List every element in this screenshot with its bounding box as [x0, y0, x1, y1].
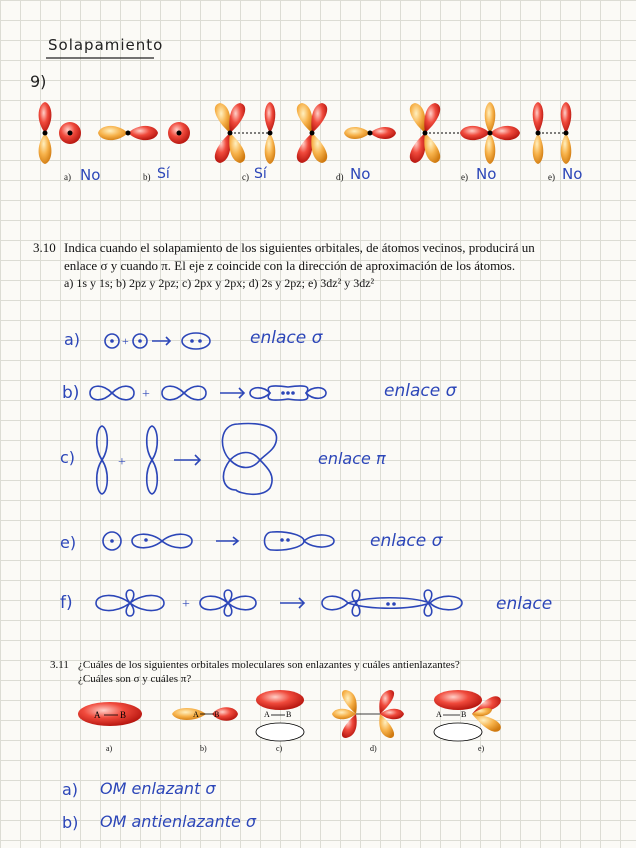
hand-result-f: enlace: [496, 594, 553, 614]
q9-answer-c: Sí: [254, 166, 267, 182]
ex311-label-e: e): [478, 744, 485, 753]
ex311-line1: ¿Cuáles de los siguientes orbitales moleculares son enlazantes y cuáles antienlazantes?: [78, 659, 460, 671]
q9-d-orbitals: [297, 103, 396, 163]
hand-label-b: b): [62, 383, 80, 403]
svg-text:A: A: [193, 710, 199, 719]
q9-c-orbitals: [215, 102, 275, 164]
svg-text:A: A: [436, 710, 442, 719]
q9-answer-a: No: [80, 166, 101, 184]
q9-e-orbitals: [410, 102, 520, 164]
svg-text:+: +: [182, 597, 190, 612]
q9-label-d: d): [336, 172, 344, 182]
hand-label-e: e): [60, 533, 77, 552]
ex311-number: 3.11: [50, 659, 69, 671]
title-underline: [46, 56, 156, 60]
ex311-label-d: d): [370, 744, 377, 753]
mo-c: [256, 690, 304, 741]
ex310-line1: Indica cuando el solapamiento de los siguientes orbitales, de átomos vecinos, producirá un: [64, 240, 535, 255]
svg-text:B: B: [461, 710, 467, 719]
ex311-label-a: a): [106, 744, 113, 753]
ex311-orbital-row: [80, 688, 540, 744]
q9-label-e: e): [461, 172, 468, 182]
q9-answer-f: No: [562, 165, 583, 183]
q9-number: 9): [30, 72, 47, 91]
answer311-label-a: a): [62, 780, 79, 799]
ex310-line2: enlace σ y cuando π. El eje z coincide con la dirección de aproximación de los átomos.: [64, 258, 516, 273]
q9-b-orbitals: [98, 122, 190, 144]
q9-orbital-row: [30, 100, 590, 170]
q9-label-a: a): [64, 172, 71, 182]
hand-f-drawing: [90, 588, 470, 618]
hand-result-c: enlace π: [318, 449, 386, 468]
hand-c-drawing: [90, 420, 290, 500]
mo-d: [332, 690, 404, 738]
hand-label-a: a): [64, 330, 81, 349]
q9-label-b: b): [143, 172, 151, 182]
ex311-line2: ¿Cuáles son σ y cuáles π?: [78, 673, 192, 685]
ex310-number: 3.10: [33, 240, 56, 255]
ex310-line3: a) 1s y 1s; b) 2pz y 2pz; c) 2px y 2px; d) 2s y 2pz; e) 3dz² y 3dz²: [64, 276, 375, 290]
ex311-label-b: b): [200, 744, 207, 753]
mo-b: [172, 707, 238, 721]
hand-label-f: f): [60, 593, 73, 613]
answer311-text-b: OM antienlazante σ: [100, 812, 257, 831]
page-title: Solapamiento: [48, 36, 164, 54]
hand-result-b: enlace σ: [384, 381, 457, 401]
svg-text:A: A: [94, 710, 101, 720]
answer311-text-a: OM enlazant σ: [100, 779, 216, 798]
svg-text:+: +: [118, 455, 126, 470]
svg-text:+: +: [142, 387, 150, 402]
hand-result-e: enlace σ: [370, 531, 443, 551]
q9-f-orbitals: [533, 102, 572, 164]
hand-result-a: enlace σ: [250, 328, 323, 348]
svg-text:B: B: [214, 710, 220, 719]
q9-answer-e: No: [476, 165, 497, 183]
svg-text:B: B: [286, 710, 292, 719]
q9-answer-b: Sí: [157, 166, 170, 182]
q9-a-orbitals: [39, 102, 81, 164]
svg-text:+: +: [122, 334, 129, 348]
mo-e: [434, 690, 501, 741]
ex311-label-c: c): [276, 744, 283, 753]
hand-e-drawing: [98, 528, 348, 554]
mo-a: [78, 702, 142, 726]
answer311-label-b: b): [62, 813, 79, 832]
svg-text:B: B: [120, 710, 127, 720]
hand-b-drawing: [88, 380, 348, 406]
q9-label-c: c): [242, 172, 249, 182]
q9-answer-d: No: [350, 165, 371, 183]
q9-label-f: e): [548, 172, 555, 182]
hand-label-c: c): [60, 448, 76, 467]
hand-a-drawing: [100, 330, 220, 352]
svg-text:A: A: [264, 710, 270, 719]
